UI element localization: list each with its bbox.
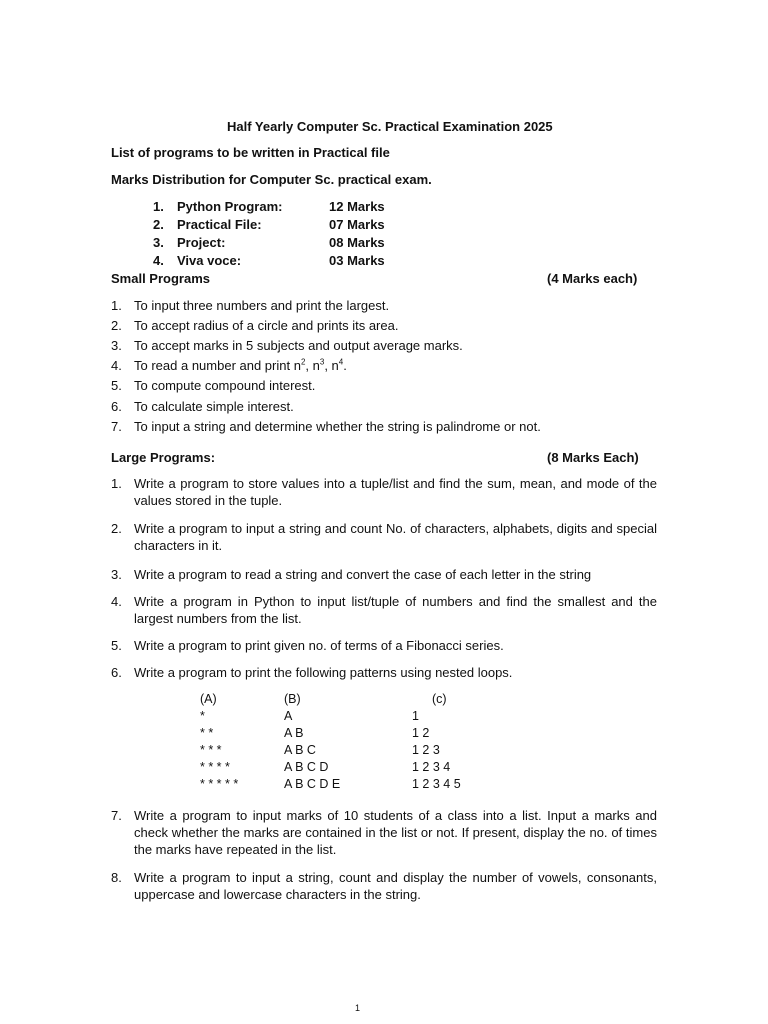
pattern-header-a: (A)	[200, 692, 217, 706]
marks-num: 3.	[153, 235, 164, 250]
pattern-c-row: 1 2	[412, 726, 430, 740]
item-text: To input three numbers and print the largest.	[134, 298, 390, 313]
item-text: Write a program to print the following patterns using nested loops.	[134, 665, 513, 680]
marks-heading: Marks Distribution for Computer Sc. practical exam.	[111, 172, 432, 187]
item-number: 4.	[111, 358, 122, 373]
marks-value: 07 Marks	[329, 217, 385, 232]
item-text: Write a program to input marks of 10 students of a class into a list. Input a marks and check whether the marks are contained in the list or not. If present, display the no. of times the marks have repeated in the list.	[134, 808, 657, 857]
item-text: To calculate simple interest.	[134, 399, 294, 414]
pattern-b-row: A B C	[284, 743, 316, 757]
pattern-c-row: 1 2 3 4 5	[412, 777, 461, 791]
item-text: To compute compound interest.	[134, 378, 316, 393]
item-text: To accept marks in 5 subjects and output average marks.	[134, 338, 463, 353]
item-text: Write a program to print given no. of terms of a Fibonacci series.	[134, 638, 504, 653]
item-number: 7.	[111, 808, 122, 823]
item-number: 5.	[111, 378, 122, 393]
item-number: 4.	[111, 594, 122, 609]
page-title: Half Yearly Computer Sc. Practical Examination 2025	[227, 119, 553, 134]
pattern-a-row: * * * *	[200, 760, 230, 774]
marks-label: Project:	[177, 235, 226, 250]
item-text: To input a string and determine whether the string is palindrome or not.	[134, 419, 541, 434]
marks-num: 2.	[153, 217, 164, 232]
pattern-c-row: 1 2 3	[412, 743, 440, 757]
pattern-header-c: (c)	[432, 692, 447, 706]
pattern-b-row: A B	[284, 726, 304, 740]
item-text: To accept radius of a circle and prints its area.	[134, 318, 399, 333]
item-number: 5.	[111, 638, 122, 653]
pattern-a-row: * * *	[200, 743, 222, 757]
pattern-c-row: 1	[412, 709, 419, 723]
page-number: 1	[355, 1003, 361, 1013]
pattern-a-row: * * * * *	[200, 777, 239, 791]
item-number: 7.	[111, 419, 122, 434]
large-programs-marks: (8 Marks Each)	[547, 450, 639, 465]
item-number: 3.	[111, 567, 122, 582]
marks-label: Practical File:	[177, 217, 262, 232]
item-text: Write a program to read a string and convert the case of each letter in the string	[134, 567, 592, 582]
item-number: 1.	[111, 476, 122, 491]
marks-num: 1.	[153, 199, 164, 214]
marks-value: 08 Marks	[329, 235, 385, 250]
small-programs-heading: Small Programs	[111, 271, 210, 286]
page-subtitle: List of programs to be written in Practical file	[111, 145, 390, 160]
pattern-b-row: A	[284, 709, 293, 723]
item-text: Write a program in Python to input list/tuple of numbers and find the smallest and the largest numbers from the list.	[134, 594, 657, 626]
item-number: 2.	[111, 318, 122, 333]
marks-value: 12 Marks	[329, 199, 385, 214]
item-number: 2.	[111, 521, 122, 536]
marks-label: Python Program:	[177, 199, 283, 214]
pattern-b-row: A B C D	[284, 760, 329, 774]
pattern-c-row: 1 2 3 4	[412, 760, 451, 774]
item-text: To read a number and print $n^2$, $n^3$, $n^4$.	[134, 357, 347, 373]
marks-label: Viva voce:	[177, 253, 242, 268]
item-text: Write a program to input a string, count and display the number of vowels, consonants, uppercase and lowercase characters in the string.	[134, 870, 657, 902]
item-number: 1.	[111, 298, 122, 313]
pattern-b-row: A B C D E	[284, 777, 341, 791]
marks-value: 03 Marks	[329, 253, 385, 268]
item-number: 8.	[111, 870, 122, 885]
large-programs-heading: Large Programs:	[111, 450, 216, 465]
marks-num: 4.	[153, 253, 164, 268]
pattern-a-row: * *	[200, 726, 214, 740]
item-text: Write a program to store values into a tuple/list and find the sum, mean, and mode of the values stored in the tuple.	[134, 476, 657, 508]
item-number: 6.	[111, 665, 122, 680]
pattern-header-b: (B)	[284, 692, 301, 706]
small-programs-marks: (4 Marks each)	[547, 271, 638, 286]
item-number: 3.	[111, 338, 122, 353]
pattern-a-row: *	[200, 709, 205, 723]
item-text: Write a program to input a string and count No. of characters, alphabets, digits and special characters in it.	[134, 521, 657, 553]
item-number: 6.	[111, 399, 122, 414]
